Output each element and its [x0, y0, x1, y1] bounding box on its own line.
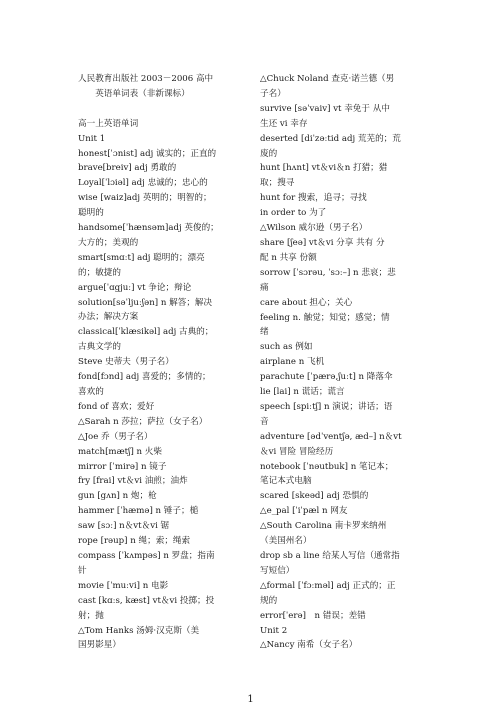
vocab-line: 取；搜寻: [260, 178, 295, 189]
vocab-line: share [ʃeə] vt＆vi 分享 共有 分: [260, 237, 385, 248]
vocab-line: fond[fɔnd] adj 喜爱的；多情的；: [78, 372, 211, 383]
vocab-line: （美国州名）: [260, 536, 312, 547]
vocab-line: argue[ˈɑgjuː] vt 争论；辩论: [78, 282, 192, 293]
vocab-line: 废的: [260, 148, 278, 159]
vocab-line: match[mætʃ] n 火柴: [78, 446, 162, 457]
vocab-line: △Joe 乔（男子名）: [78, 431, 153, 442]
vocab-line: wise [waiz]adj 英明的；明智的；: [78, 193, 212, 204]
vocab-line: survive [səˈvaiv] vt 幸免于 从中: [260, 103, 390, 114]
vocab-line: hammer [ˈhæmə] n 锤子；槌: [78, 506, 199, 517]
vocab-line: △South Carolina 南卡罗来纳州: [260, 521, 387, 532]
vocab-line: 的；敏捷的: [78, 267, 121, 278]
vocab-line: 聪明的: [78, 208, 104, 219]
vocab-line: 针: [78, 565, 87, 576]
vocab-line: 大方的；美观的: [78, 237, 139, 248]
vocab-line: drop sb a line 给某人写信（通常指: [260, 551, 400, 561]
vocab-line: such as 例如: [260, 342, 313, 353]
vocab-line: Loyal[ˈlɔiəl] adj 忠诚的；忠心的: [78, 178, 208, 189]
vocab-line: 国男影星）: [78, 640, 121, 651]
vocab-line: sorrow [ˈsɔrəu, ˈsɔː–] n 悲哀；悲: [260, 267, 396, 278]
vocab-line: △e_pal [ˈiˈpæl n 网友: [260, 506, 348, 517]
vocab-line: care about 担心；关心: [260, 297, 353, 308]
vocab-line: classical[ˈklæsikəl] adj 古典的；: [78, 327, 214, 338]
vocab-line: 古典文学的: [78, 342, 121, 353]
vocab-line: solution[səˈljuːʃən] n 解答；解决: [78, 297, 213, 308]
page-number: 1: [247, 694, 254, 705]
vocab-line: △formal [ˈfɔːməl] adj 正式的；正: [260, 580, 396, 591]
vocab-line: hunt [hʌnt] vt＆vi＆n 打猎；猎: [260, 163, 388, 174]
vocab-line: deserted [diˈzəːtid adj 荒芜的；荒: [260, 133, 401, 144]
vocab-line: notebook [ˈnəutbuk] n 笔记本；: [260, 461, 394, 472]
vocab-line: parachute [ˈpærə,ʃuːt] n 降落伞: [260, 372, 393, 383]
vocab-line: handsome[ˈhænsəm]adj 英俊的；: [78, 223, 219, 234]
vocab-line: brave[breiv] adj 勇敢的: [78, 163, 177, 174]
vocab-line: 射；抛: [78, 610, 104, 621]
vocab-line: 音: [260, 416, 269, 427]
vocab-line: speech [spiːtʃ] n 演说；讲话；语: [260, 401, 393, 412]
vocab-line: cast [kɑːs, kæst] vt＆vi 投掷；投: [78, 595, 215, 606]
vocab-line: [78, 102, 260, 117]
vocab-line: feeling n. 触觉；知觉；感觉；情: [260, 312, 390, 323]
vocab-line: Unit 1: [78, 133, 106, 144]
vocab-line: adventure [ədˈventʃə, æd–] n＆vt: [260, 431, 402, 442]
vocab-line: 英语单词表（非新课标）: [78, 88, 190, 99]
vocab-line: 规的: [260, 595, 278, 606]
vocab-line: 人民教育出版社 2003－2006 高中: [78, 74, 214, 84]
vocab-line: △Wilson 威尔逊（男子名）: [260, 223, 368, 234]
vocab-line: 子名）: [260, 88, 286, 99]
right-column: [260, 72, 446, 653]
vocab-line: 笔记本式电脑: [260, 476, 312, 487]
vocab-line: compass [ˈkʌmpəs] n 罗盘；指南: [78, 550, 215, 561]
vocab-line: △Chuck Noland 查克·诺兰德（男: [260, 74, 395, 84]
vocab-line: fond of 喜欢；爱好: [78, 401, 155, 412]
vocab-line: 办法；解决方案: [78, 312, 139, 323]
vocab-line: fry [frai] vt＆vi 油煎；油炸: [78, 476, 188, 487]
vocab-line: 高一上英语单词: [78, 118, 139, 129]
vocab-line: error[ˈerə] n 错误；差错: [260, 610, 366, 621]
vocab-line: hunt for 搜索，追寻；寻找: [260, 193, 367, 204]
vocab-line: 绪: [260, 327, 269, 338]
vocab-line: rope [rəup] n 绳；索；绳索: [78, 536, 191, 547]
vocab-line: ＆vi 冒险 冒险经历: [260, 446, 334, 457]
vocab-line: △Tom Hanks 汤姆·汉克斯（美: [78, 625, 200, 636]
vocab-line: Steve 史蒂夫（男子名）: [78, 357, 174, 368]
vocab-line: movie [ˈmuːvi] n 电影: [78, 580, 169, 591]
vocab-line: lie [lai] n 谎话；谎言: [260, 387, 345, 398]
vocab-line: △Nancy 南希（女子名）: [260, 640, 358, 651]
vocab-line: 写短信）: [260, 565, 295, 576]
vocab-line: airplane n 飞机: [260, 357, 325, 368]
vocab-line: 喜欢的: [78, 387, 104, 398]
vocab-line: 生还 vi 幸存: [260, 118, 308, 129]
vocab-line: in order to 为了: [260, 208, 327, 219]
vocab-line: saw [sɔː] n＆vt＆vi 锯: [78, 521, 170, 532]
vocab-line: mirror [ˈmirə] n 镜子: [78, 461, 167, 472]
vocab-line: smart[smɑːt] adj 聪明的；漂亮: [78, 252, 205, 263]
vocab-line: honest[ˈɔnist] adj 诚实的；正直的: [78, 148, 217, 159]
vocab-line: △Sarah n 莎拉；萨拉（女子名）: [78, 416, 208, 427]
left-column: [78, 72, 260, 653]
vocab-line: 痛: [260, 282, 269, 293]
vocab-line: gun [gʌn] n 炮；枪: [78, 491, 157, 502]
vocab-line: scared [skeəd] adj 恐惧的: [260, 491, 369, 502]
vocab-line: 配 n 共享 份额: [260, 252, 317, 263]
vocab-line: Unit 2: [260, 625, 288, 636]
